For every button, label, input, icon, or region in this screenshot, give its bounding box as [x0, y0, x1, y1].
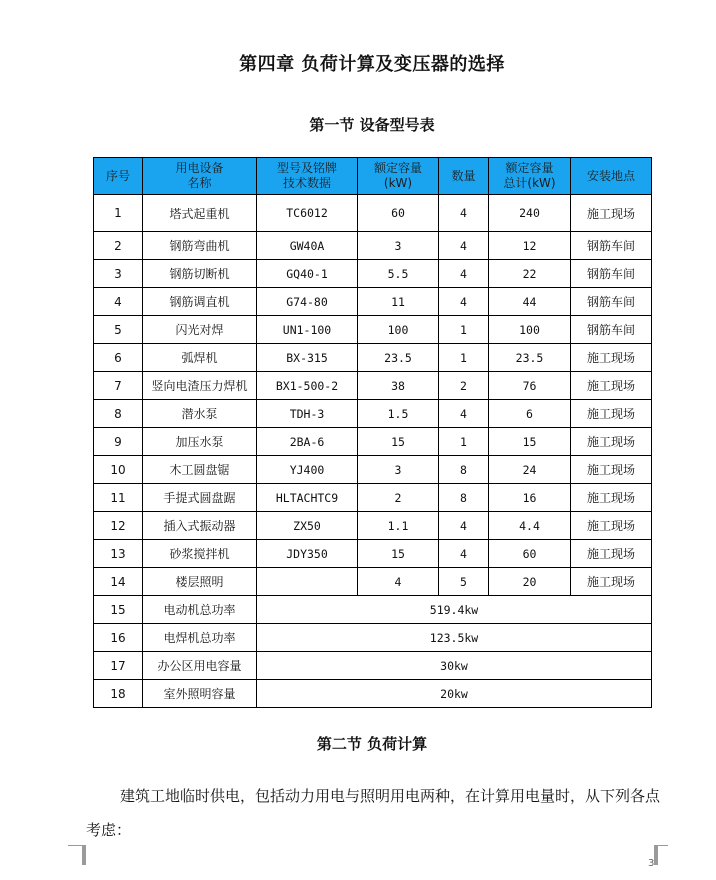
cell-summary-label: 办公区用电容量: [143, 652, 257, 680]
cell-quantity: 4: [439, 195, 489, 232]
cell-summary-label: 室外照明容量: [143, 680, 257, 708]
cell-model: 2BA-6: [257, 428, 358, 456]
table-header-cell: [439, 158, 489, 195]
cell-location: 钢筋车间: [571, 260, 652, 288]
chapter-title: 第四章 负荷计算及变压器的选择: [239, 54, 505, 75]
cell-rated-capacity: 1.1: [358, 512, 439, 540]
table-row: [94, 456, 652, 484]
table-header-cell: [143, 158, 257, 195]
table-row: [94, 568, 652, 596]
cell-model: ZX50: [257, 512, 358, 540]
cell-equipment-name: 插入式振动器: [143, 512, 257, 540]
margin-mark-left-vertical: [82, 845, 86, 865]
cell-no: 7: [94, 372, 143, 400]
table-row: [94, 400, 652, 428]
cell-rated-capacity: 100: [358, 316, 439, 344]
cell-summary-value: 519.4kw: [257, 596, 652, 624]
cell-no: 14: [94, 568, 143, 596]
cell-quantity: 4: [439, 400, 489, 428]
cell-no: 11: [94, 484, 143, 512]
cell-quantity: 1: [439, 316, 489, 344]
cell-model: TDH-3: [257, 400, 358, 428]
cell-total-capacity: 60: [489, 540, 571, 568]
table-header-cell: [358, 158, 439, 195]
cell-equipment-name: 潜水泵: [143, 400, 257, 428]
cell-rated-capacity: 1.5: [358, 400, 439, 428]
cell-model: [257, 568, 358, 596]
table-row: [94, 428, 652, 456]
cell-no: 3: [94, 260, 143, 288]
table-row: [94, 288, 652, 316]
table-row: [94, 260, 652, 288]
cell-total-capacity: 76: [489, 372, 571, 400]
cell-no: 1: [94, 195, 143, 232]
cell-total-capacity: 22: [489, 260, 571, 288]
cell-no: 10: [94, 456, 143, 484]
table-row: [94, 512, 652, 540]
cell-rated-capacity: 23.5: [358, 344, 439, 372]
summary-row: [94, 624, 652, 652]
cell-no: 9: [94, 428, 143, 456]
cell-summary-value: 123.5kw: [257, 624, 652, 652]
table-body: [94, 195, 652, 708]
header-line: 数量: [451, 168, 476, 183]
cell-rated-capacity: 2: [358, 484, 439, 512]
cell-rated-capacity: 3: [358, 456, 439, 484]
cell-location: 施工现场: [571, 195, 652, 232]
table-header-row: [94, 158, 652, 195]
cell-rated-capacity: 38: [358, 372, 439, 400]
body-paragraph: 建筑工地临时供电，包括动力用电与照明用电两种，在计算用电量时，从下列各点考虑：: [86, 787, 661, 839]
cell-no: 15: [94, 596, 143, 624]
cell-no: 12: [94, 512, 143, 540]
margin-mark-left: [68, 845, 82, 860]
cell-rated-capacity: 4: [358, 568, 439, 596]
cell-equipment-name: 竖向电渣压力焊机: [143, 372, 257, 400]
cell-location: 钢筋车间: [571, 316, 652, 344]
cell-equipment-name: 加压水泵: [143, 428, 257, 456]
cell-equipment-name: 砂浆搅拌机: [143, 540, 257, 568]
cell-model: UN1-100: [257, 316, 358, 344]
cell-total-capacity: 6: [489, 400, 571, 428]
cell-equipment-name: 钢筋弯曲机: [143, 232, 257, 260]
cell-no: 18: [94, 680, 143, 708]
cell-equipment-name: 楼层照明: [143, 568, 257, 596]
table-row: [94, 195, 652, 232]
cell-no: 8: [94, 400, 143, 428]
cell-quantity: 4: [439, 512, 489, 540]
table-row: [94, 540, 652, 568]
header-line: 额定容量: [505, 161, 554, 175]
cell-rated-capacity: 15: [358, 428, 439, 456]
section-title-load-calc: 第二节 负荷计算: [316, 735, 428, 753]
cell-rated-capacity: 11: [358, 288, 439, 316]
cell-quantity: 8: [439, 484, 489, 512]
cell-location: 施工现场: [571, 568, 652, 596]
header-line: 序号: [105, 168, 130, 183]
cell-location: 施工现场: [571, 540, 652, 568]
cell-summary-label: 电焊机总功率: [143, 624, 257, 652]
equipment-table: [93, 157, 652, 708]
cell-total-capacity: 100: [489, 316, 571, 344]
header-line: 安装地点: [586, 168, 635, 183]
cell-location: 施工现场: [571, 512, 652, 540]
cell-summary-label: 电动机总功率: [143, 596, 257, 624]
cell-equipment-name: 钢筋调直机: [143, 288, 257, 316]
header-line: 额定容量: [373, 161, 422, 175]
cell-location: 施工现场: [571, 484, 652, 512]
cell-equipment-name: 钢筋切断机: [143, 260, 257, 288]
cell-model: G74-80: [257, 288, 358, 316]
cell-equipment-name: 塔式起重机: [143, 195, 257, 232]
cell-rated-capacity: 60: [358, 195, 439, 232]
cell-quantity: 8: [439, 456, 489, 484]
table-header-cell: [571, 158, 652, 195]
cell-quantity: 4: [439, 232, 489, 260]
cell-model: JDY350: [257, 540, 358, 568]
cell-equipment-name: 闪光对焊: [143, 316, 257, 344]
cell-rated-capacity: 3: [358, 232, 439, 260]
header-line: 用电设备: [175, 161, 224, 175]
cell-no: 2: [94, 232, 143, 260]
margin-mark-right-vertical: [654, 845, 658, 865]
cell-quantity: 4: [439, 288, 489, 316]
cell-quantity: 2: [439, 372, 489, 400]
table-row: [94, 316, 652, 344]
cell-no: 17: [94, 652, 143, 680]
cell-location: 施工现场: [571, 372, 652, 400]
cell-no: 4: [94, 288, 143, 316]
cell-summary-value: 20kw: [257, 680, 652, 708]
cell-total-capacity: 44: [489, 288, 571, 316]
cell-model: GQ40-1: [257, 260, 358, 288]
table-header-cell: [94, 158, 143, 195]
table-row: [94, 344, 652, 372]
cell-quantity: 1: [439, 344, 489, 372]
header-line: 总计(kW): [503, 176, 556, 190]
cell-total-capacity: 23.5: [489, 344, 571, 372]
cell-rated-capacity: 15: [358, 540, 439, 568]
cell-total-capacity: 16: [489, 484, 571, 512]
cell-location: 施工现场: [571, 400, 652, 428]
cell-location: 施工现场: [571, 344, 652, 372]
cell-no: 5: [94, 316, 143, 344]
cell-rated-capacity: 5.5: [358, 260, 439, 288]
header-line: 技术数据: [282, 176, 331, 190]
summary-row: [94, 652, 652, 680]
cell-total-capacity: 20: [489, 568, 571, 596]
cell-location: 钢筋车间: [571, 232, 652, 260]
table-row: [94, 484, 652, 512]
cell-quantity: 5: [439, 568, 489, 596]
cell-model: GW40A: [257, 232, 358, 260]
cell-total-capacity: 15: [489, 428, 571, 456]
cell-no: 13: [94, 540, 143, 568]
table-row: [94, 232, 652, 260]
table-row: [94, 372, 652, 400]
cell-quantity: 4: [439, 260, 489, 288]
cell-model: BX1-500-2: [257, 372, 358, 400]
cell-location: 钢筋车间: [571, 288, 652, 316]
cell-total-capacity: 4.4: [489, 512, 571, 540]
cell-location: 施工现场: [571, 456, 652, 484]
cell-model: YJ400: [257, 456, 358, 484]
cell-no: 16: [94, 624, 143, 652]
cell-total-capacity: 240: [489, 195, 571, 232]
cell-total-capacity: 24: [489, 456, 571, 484]
summary-row: [94, 680, 652, 708]
cell-equipment-name: 手提式圆盘踞: [143, 484, 257, 512]
cell-model: TC6012: [257, 195, 358, 232]
cell-quantity: 1: [439, 428, 489, 456]
table-header-cell: [489, 158, 571, 195]
cell-model: BX-315: [257, 344, 358, 372]
cell-summary-value: 30kw: [257, 652, 652, 680]
summary-row: [94, 596, 652, 624]
cell-model: HLTACHTC9: [257, 484, 358, 512]
header-line: (kW): [383, 176, 413, 190]
cell-equipment-name: 弧焊机: [143, 344, 257, 372]
header-line: 名称: [187, 176, 212, 190]
cell-location: 施工现场: [571, 428, 652, 456]
cell-equipment-name: 木工圆盘锯: [143, 456, 257, 484]
page-number: 3: [648, 858, 655, 869]
cell-no: 6: [94, 344, 143, 372]
section-title-equipment: 第一节 设备型号表: [309, 116, 435, 134]
table-header-cell: [257, 158, 358, 195]
header-line: 型号及铭牌: [276, 161, 337, 175]
cell-quantity: 4: [439, 540, 489, 568]
cell-total-capacity: 12: [489, 232, 571, 260]
